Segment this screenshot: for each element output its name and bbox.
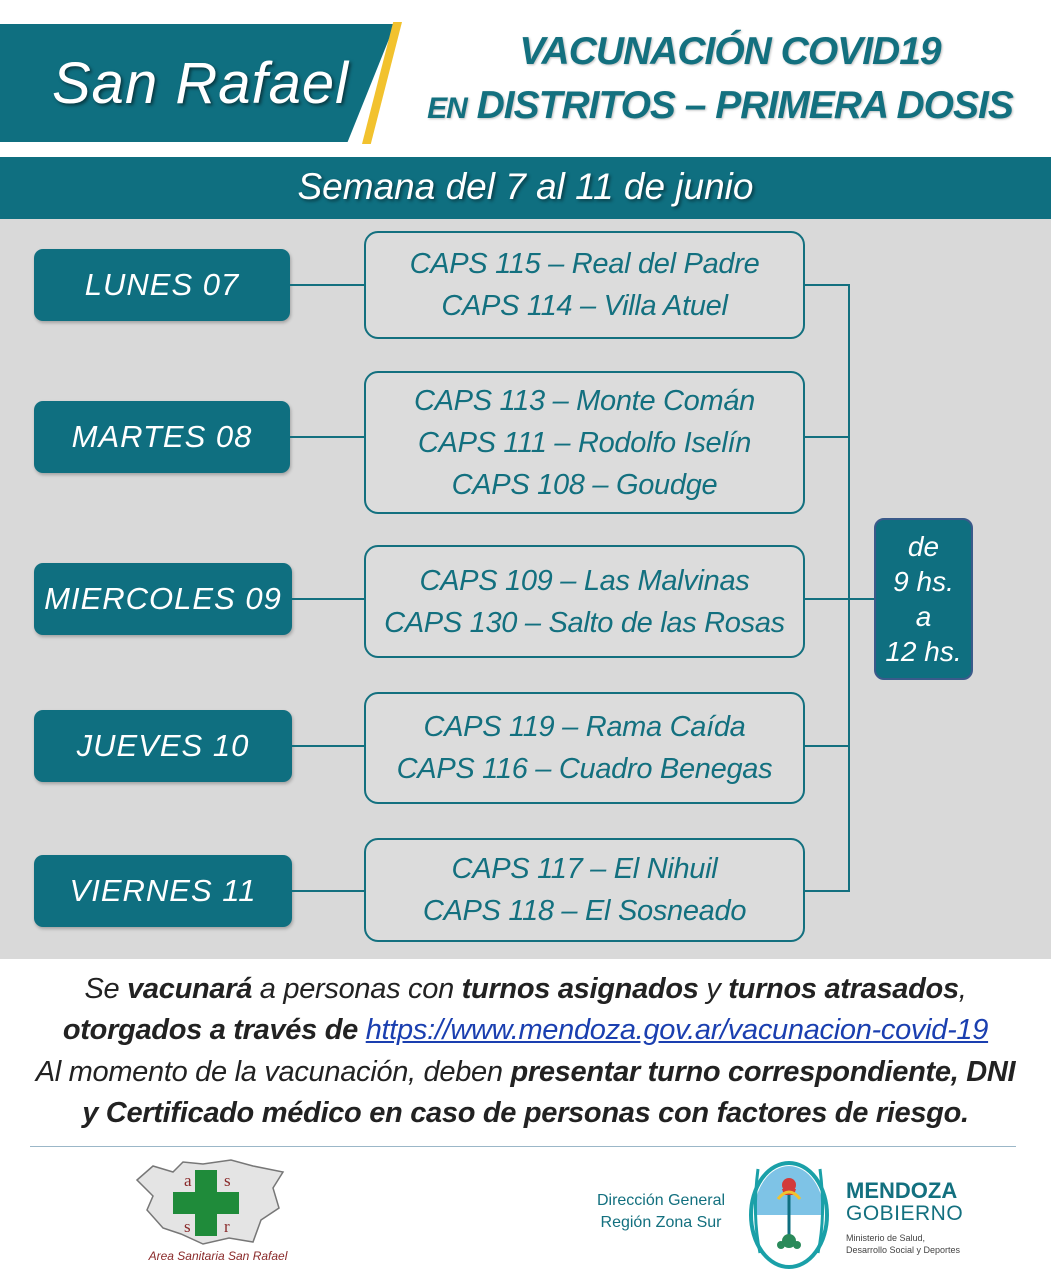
bracket-line — [805, 890, 850, 892]
day-monday: LUNES 07 — [34, 249, 290, 321]
caps-item: CAPS 108 – Goudge — [451, 468, 718, 501]
ministry-line-1: Ministerio de Salud, — [846, 1233, 926, 1243]
info-text: Se — [84, 973, 128, 1005]
day-wednesday: MIERCOLES 09 — [34, 563, 292, 635]
vaccination-link[interactable]: https://www.mendoza.gov.ar/vacunacion-covid-19 — [365, 1014, 989, 1046]
caps-item: CAPS 118 – El Sosneado — [422, 895, 747, 927]
info-line-3 — [0, 1056, 1051, 1089]
mendoza-shield — [748, 1155, 830, 1270]
logo-letter: a — [184, 1171, 192, 1190]
caps-group-monday — [364, 231, 805, 339]
info-bold: otorgados a través de — [62, 1014, 366, 1046]
connector-line — [292, 745, 366, 747]
title-prefix: EN — [427, 92, 467, 125]
area-sanitaria-logo — [133, 1158, 293, 1248]
info-bold: presentar turno correspondiente, DNI — [510, 1056, 1016, 1088]
hours-line: de — [907, 531, 940, 562]
hours-box — [874, 518, 973, 680]
gov-name: MENDOZA — [846, 1178, 958, 1203]
caps-group-tuesday — [364, 371, 805, 514]
connector-line — [292, 890, 366, 892]
info-line-4 — [0, 1097, 1051, 1130]
info-line-1 — [0, 973, 1051, 1006]
caps-item: CAPS 115 – Real del Padre — [409, 248, 760, 280]
caps-item: CAPS 119 – Rama Caída — [423, 711, 746, 743]
bracket-line — [805, 745, 850, 747]
direccion-line-2: Región Zona Sur — [600, 1214, 722, 1231]
caps-item: CAPS 111 – Rodolfo Iselín — [417, 426, 752, 459]
logo-letter: s — [224, 1171, 231, 1190]
info-text: , — [958, 973, 967, 1005]
direccion-line-1: Dirección General — [596, 1192, 726, 1209]
area-sanitaria-label: Area Sanitaria San Rafael — [148, 1249, 288, 1263]
caps-item: CAPS 116 – Cuadro Benegas — [396, 753, 773, 785]
gov-subtitle: GOBIERNO — [846, 1202, 964, 1225]
bracket-line — [805, 436, 850, 438]
bracket-line — [805, 598, 876, 600]
hours-line: 12 hs. — [885, 636, 962, 667]
info-bold: turnos asignados — [461, 973, 699, 1005]
caps-item: CAPS 114 – Villa Atuel — [441, 290, 728, 322]
caps-item: CAPS 117 – El Nihuil — [451, 853, 718, 885]
hours-line: a — [915, 601, 932, 632]
info-text: y — [698, 973, 729, 1005]
bracket-line — [805, 284, 850, 286]
bracket-vertical — [848, 284, 850, 892]
connector-line — [292, 598, 366, 600]
info-text: Al momento de la vacunación, deben — [35, 1056, 511, 1088]
mendoza-shield-icon — [748, 1155, 830, 1270]
caps-item: CAPS 113 – Monte Comán — [413, 384, 756, 417]
day-friday: VIERNES 11 — [34, 855, 292, 927]
connector-line — [290, 284, 366, 286]
info-text: a personas con — [252, 973, 462, 1005]
info-bold: vacunará — [127, 973, 253, 1005]
logo-letter: r — [224, 1217, 230, 1236]
week-label: Semana del 7 al 11 de junio — [297, 166, 754, 207]
title-main: DISTRITOS – PRIMERA DOSIS — [476, 84, 1013, 127]
area-map-cross-icon — [133, 1158, 293, 1248]
day-thursday: JUEVES 10 — [34, 710, 292, 782]
footer-divider — [30, 1146, 1016, 1147]
info-line-2 — [0, 1014, 1051, 1047]
ministry-line-2: Desarrollo Social y Deportes — [846, 1245, 961, 1255]
connector-line — [290, 436, 366, 438]
day-tuesday: MARTES 08 — [34, 401, 290, 473]
info-bold: turnos atrasados — [728, 973, 959, 1005]
caps-group-friday — [364, 838, 805, 942]
info-bold: y Certificado médico en caso de personas con factores de riesgo. — [82, 1097, 969, 1129]
caps-item: CAPS 130 – Salto de las Rosas — [384, 606, 785, 639]
logo-letter: s — [184, 1217, 191, 1236]
page-title-line2 — [400, 84, 1040, 128]
caps-item: CAPS 109 – Las Malvinas — [419, 564, 750, 597]
brand-name: San Rafael — [52, 51, 349, 116]
caps-group-thursday — [364, 692, 805, 804]
page-title-line1: VACUNACIÓN COVID19 — [519, 30, 941, 73]
caps-group-wednesday — [364, 545, 805, 658]
hours-line: 9 hs. — [893, 566, 954, 597]
